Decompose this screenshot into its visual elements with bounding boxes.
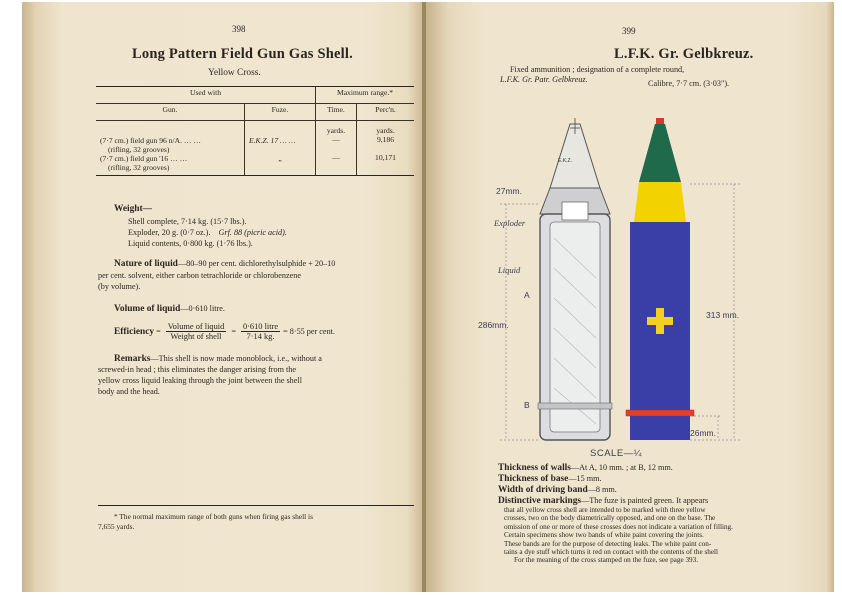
scale-label: SCALE—¼ (590, 448, 643, 459)
volume-value: —0·610 litre. (180, 304, 225, 313)
fuze-marking-text: E.K.Z. (558, 158, 572, 164)
distinctive-line-1: Distinctive markings—The fuze is painted green. It appears (498, 496, 709, 506)
label-a: A (524, 290, 530, 300)
table-row (96, 121, 414, 176)
efficiency-heading: Efficiency (114, 326, 155, 337)
label-286mm: 286mm. (478, 320, 509, 330)
yellow-cross-h (647, 317, 673, 325)
header-max-range: Maximum range.* (316, 87, 415, 104)
intro-line-2: L.F.K. Gr. Patr. Gelbkreuz. (500, 75, 588, 84)
left-page (22, 2, 424, 592)
calibre: Calibre, 7·7 cm. (3·03"). (648, 79, 730, 88)
remarks-line-2: screwed-in head ; this eliminates the danger arising from the (98, 365, 297, 374)
band-heading: Width of driving band (498, 485, 588, 495)
walls-line: Thickness of walls—At A, 10 mm. ; at B, 12 mm. (498, 463, 673, 473)
footnote-line-1: * The normal maximum range of both guns when firing gas shell is (114, 512, 313, 521)
label-b: B (524, 400, 530, 410)
intro-line-1: Fixed ammunition ; designation of a complete round, (510, 65, 685, 74)
col-time: Time. (316, 104, 357, 121)
page-title-left: Long Pattern Field Gun Gas Shell. (132, 46, 353, 62)
walls-heading: Thickness of walls (498, 463, 571, 473)
yellow-band (634, 182, 686, 222)
nature-line-2: per cent. solvent, either carbon tetrachloride or chlorobenzene (98, 271, 302, 280)
page-number-left: 398 (232, 24, 246, 34)
remarks-line-3: yellow cross liquid leaking through the joint between the shell (98, 376, 302, 385)
label-26mm: 26mm. (690, 428, 716, 438)
remarks-heading: Remarks (114, 354, 151, 364)
section-view (538, 118, 612, 440)
label-313mm: 313 mm. (706, 310, 740, 320)
band-line: Width of driving band—8 mm. (498, 485, 617, 495)
exploder-note: Grf. 88 (picric acid). (218, 228, 287, 237)
weight-heading: Weight— (114, 204, 153, 214)
base-heading: Thickness of base (498, 474, 569, 484)
perc-2: 10,171 (375, 153, 396, 162)
header-used-with: Used with (96, 87, 316, 104)
label-27mm: 27mm. (496, 186, 522, 196)
green-fuze (639, 124, 681, 182)
volume-line (114, 304, 225, 314)
gun-2-line1: (7·7 cm.) field gun '16 … … (100, 154, 188, 163)
blue-base (630, 416, 690, 440)
driving-band (626, 410, 694, 416)
label-exploder: Exploder (494, 218, 526, 228)
efficiency-result: = 8·55 per cent. (283, 327, 335, 336)
perc-1: 9,186 (376, 135, 395, 144)
shell-diagram (470, 118, 770, 452)
subtitle-yellow-cross: Yellow Cross. (208, 68, 261, 78)
distinctive-paragraph: that all yellow cross shell are intended to be marked with three yellow crosses, two on the body diametrically opposed, and one on the base. The omission of one or more of these crosses does not indicate a variation of filling. Certain specimens show two bands of white paint covering the joints. These bands are for the purpose of detecting leaks. The white paint con- tains a dye stuff which turns it red on contact with the contents of the shell For the meaning of the cross stamped on the fuze, see page 393. (504, 506, 733, 565)
volume-heading: Volume of liquid (114, 304, 181, 314)
efficiency-fraction-2: $\frac{\text{0·610 litre}}{7\cdot 14 kg.}$ (242, 322, 279, 341)
external-view (626, 118, 694, 440)
remarks-line-4: body and the head. (98, 387, 160, 396)
gun-2-line2: (rifling, 32 grooves) (108, 163, 170, 172)
page-number-right: 399 (622, 26, 636, 36)
col-perc: Perc'n. (357, 104, 415, 121)
time-unit: yards. (326, 126, 346, 135)
col-gun: Gun. (96, 104, 245, 121)
nature-line-3: (by volume). (98, 282, 141, 291)
weight-line-1: Shell complete, 7·14 kg. (15·7 lbs.). (128, 217, 247, 226)
efficiency-line: Efficiency = $\frac{\text{Volume of liquid}}{\text{Weight of shell}}$ = $\frac{\text{0·610 litre}}{7\cdot 14 kg.}$ = 8·55 per cent. (114, 322, 335, 341)
section-exploder (562, 202, 588, 220)
nature-line-1: Nature of liquid—80–90 per cent. dichlorethylsulphide + 20–10 (114, 259, 336, 269)
gun-1-line1: (7·7 cm.) field gun 96 n/A. … … (100, 136, 202, 145)
nature-heading: Nature of liquid (114, 259, 178, 269)
label-liquid: Liquid (498, 265, 521, 275)
weight-line-2: Exploder, 20 g. (0·7 oz.). Grf. 88 (picric acid). (128, 228, 287, 237)
footnote-rule (98, 505, 414, 506)
base-line: Thickness of base—15 mm. (498, 474, 602, 484)
time-2: — (332, 153, 340, 162)
distinctive-heading: Distinctive markings (498, 496, 582, 506)
time-1: — (332, 135, 340, 144)
fuze-2: „ (278, 154, 282, 163)
page-title-right: L.F.K. Gr. Gelbkreuz. (614, 46, 754, 62)
spec-table (96, 86, 414, 176)
footnote-line-2: 7,655 yards. (98, 522, 135, 531)
remarks-line-1: Remarks—This shell is now made monoblock, i.e., without a (114, 354, 322, 364)
weight-line-3: Liquid contents, 0·800 kg. (1·76 lbs.). (128, 239, 253, 248)
efficiency-fraction-1: $\frac{\text{Volume of liquid}}{\text{Weight of shell}}$ (167, 322, 225, 341)
fuze-1: E.K.Z. 17 … … (249, 136, 296, 145)
gun-1-line2: (rifling, 32 grooves) (108, 145, 170, 154)
perc-unit: yards. (376, 126, 395, 135)
col-fuze: Fuze. (245, 104, 316, 121)
section-cavity (550, 222, 600, 432)
